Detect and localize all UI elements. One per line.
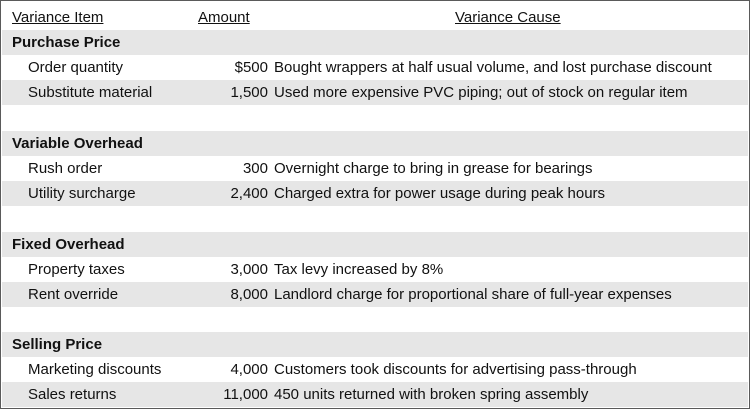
- spacer-row: [2, 206, 748, 231]
- variance-item: Property taxes: [28, 261, 125, 278]
- table-row: [2, 80, 748, 105]
- variance-amount: 4,000: [230, 361, 268, 378]
- spacer-row: [2, 105, 748, 130]
- variance-amount: 1,500: [230, 84, 268, 101]
- table-row: [2, 257, 748, 282]
- variance-item: Rent override: [28, 286, 119, 303]
- variance-item: Rush order: [28, 160, 103, 177]
- section-title: Variable Overhead: [12, 135, 143, 152]
- section-title: Fixed Overhead: [12, 236, 125, 253]
- variance-cause: Landlord charge for proportional share of full-year expenses: [274, 286, 672, 303]
- variance-cause: Charged extra for power usage during peak hours: [274, 185, 606, 202]
- section-heading-row: [2, 332, 748, 357]
- variance-cause: Used more expensive PVC piping; out of stock on regular item: [274, 84, 688, 101]
- variance-item: Substitute material: [28, 84, 153, 101]
- variance-amount: 300: [242, 160, 268, 177]
- variance-cause: 450 units returned with broken spring assembly: [274, 386, 589, 403]
- table-row: [2, 357, 748, 382]
- variance-cause: Bought wrappers at half usual volume, and lost purchase discount: [274, 59, 712, 76]
- variance-item: Sales returns: [28, 386, 117, 403]
- table-row: [2, 282, 748, 307]
- table-row: [2, 156, 748, 181]
- header-amount: Amount: [198, 9, 250, 26]
- spacer-row: [2, 307, 748, 332]
- section-heading-row: [2, 131, 748, 156]
- header-variance-cause: Variance Cause: [455, 9, 561, 26]
- table-row: [2, 181, 748, 206]
- variance-amount: 11,000: [223, 386, 268, 403]
- table-row: [2, 382, 748, 407]
- variance-amount: 3,000: [230, 261, 268, 278]
- section-title: Purchase Price: [12, 34, 121, 51]
- table-header-row: [2, 5, 748, 30]
- variance-amount: $500: [234, 59, 268, 76]
- variance-amount: 2,400: [230, 185, 268, 202]
- table-row: [2, 55, 748, 80]
- variance-item: Utility surcharge: [28, 185, 136, 202]
- variance-item: Order quantity: [28, 59, 124, 76]
- variance-amount: 8,000: [230, 286, 268, 303]
- header-variance-item: Variance Item: [12, 9, 104, 26]
- section-heading-row: [2, 30, 748, 55]
- variance-cause: Tax levy increased by 8%: [274, 261, 444, 278]
- variance-cause: Overnight charge to bring in grease for bearings: [274, 160, 593, 177]
- section-heading-row: [2, 232, 748, 257]
- variance-item: Marketing discounts: [28, 361, 162, 378]
- section-title: Selling Price: [12, 336, 103, 353]
- variance-cause: Customers took discounts for advertising pass-through: [274, 361, 637, 378]
